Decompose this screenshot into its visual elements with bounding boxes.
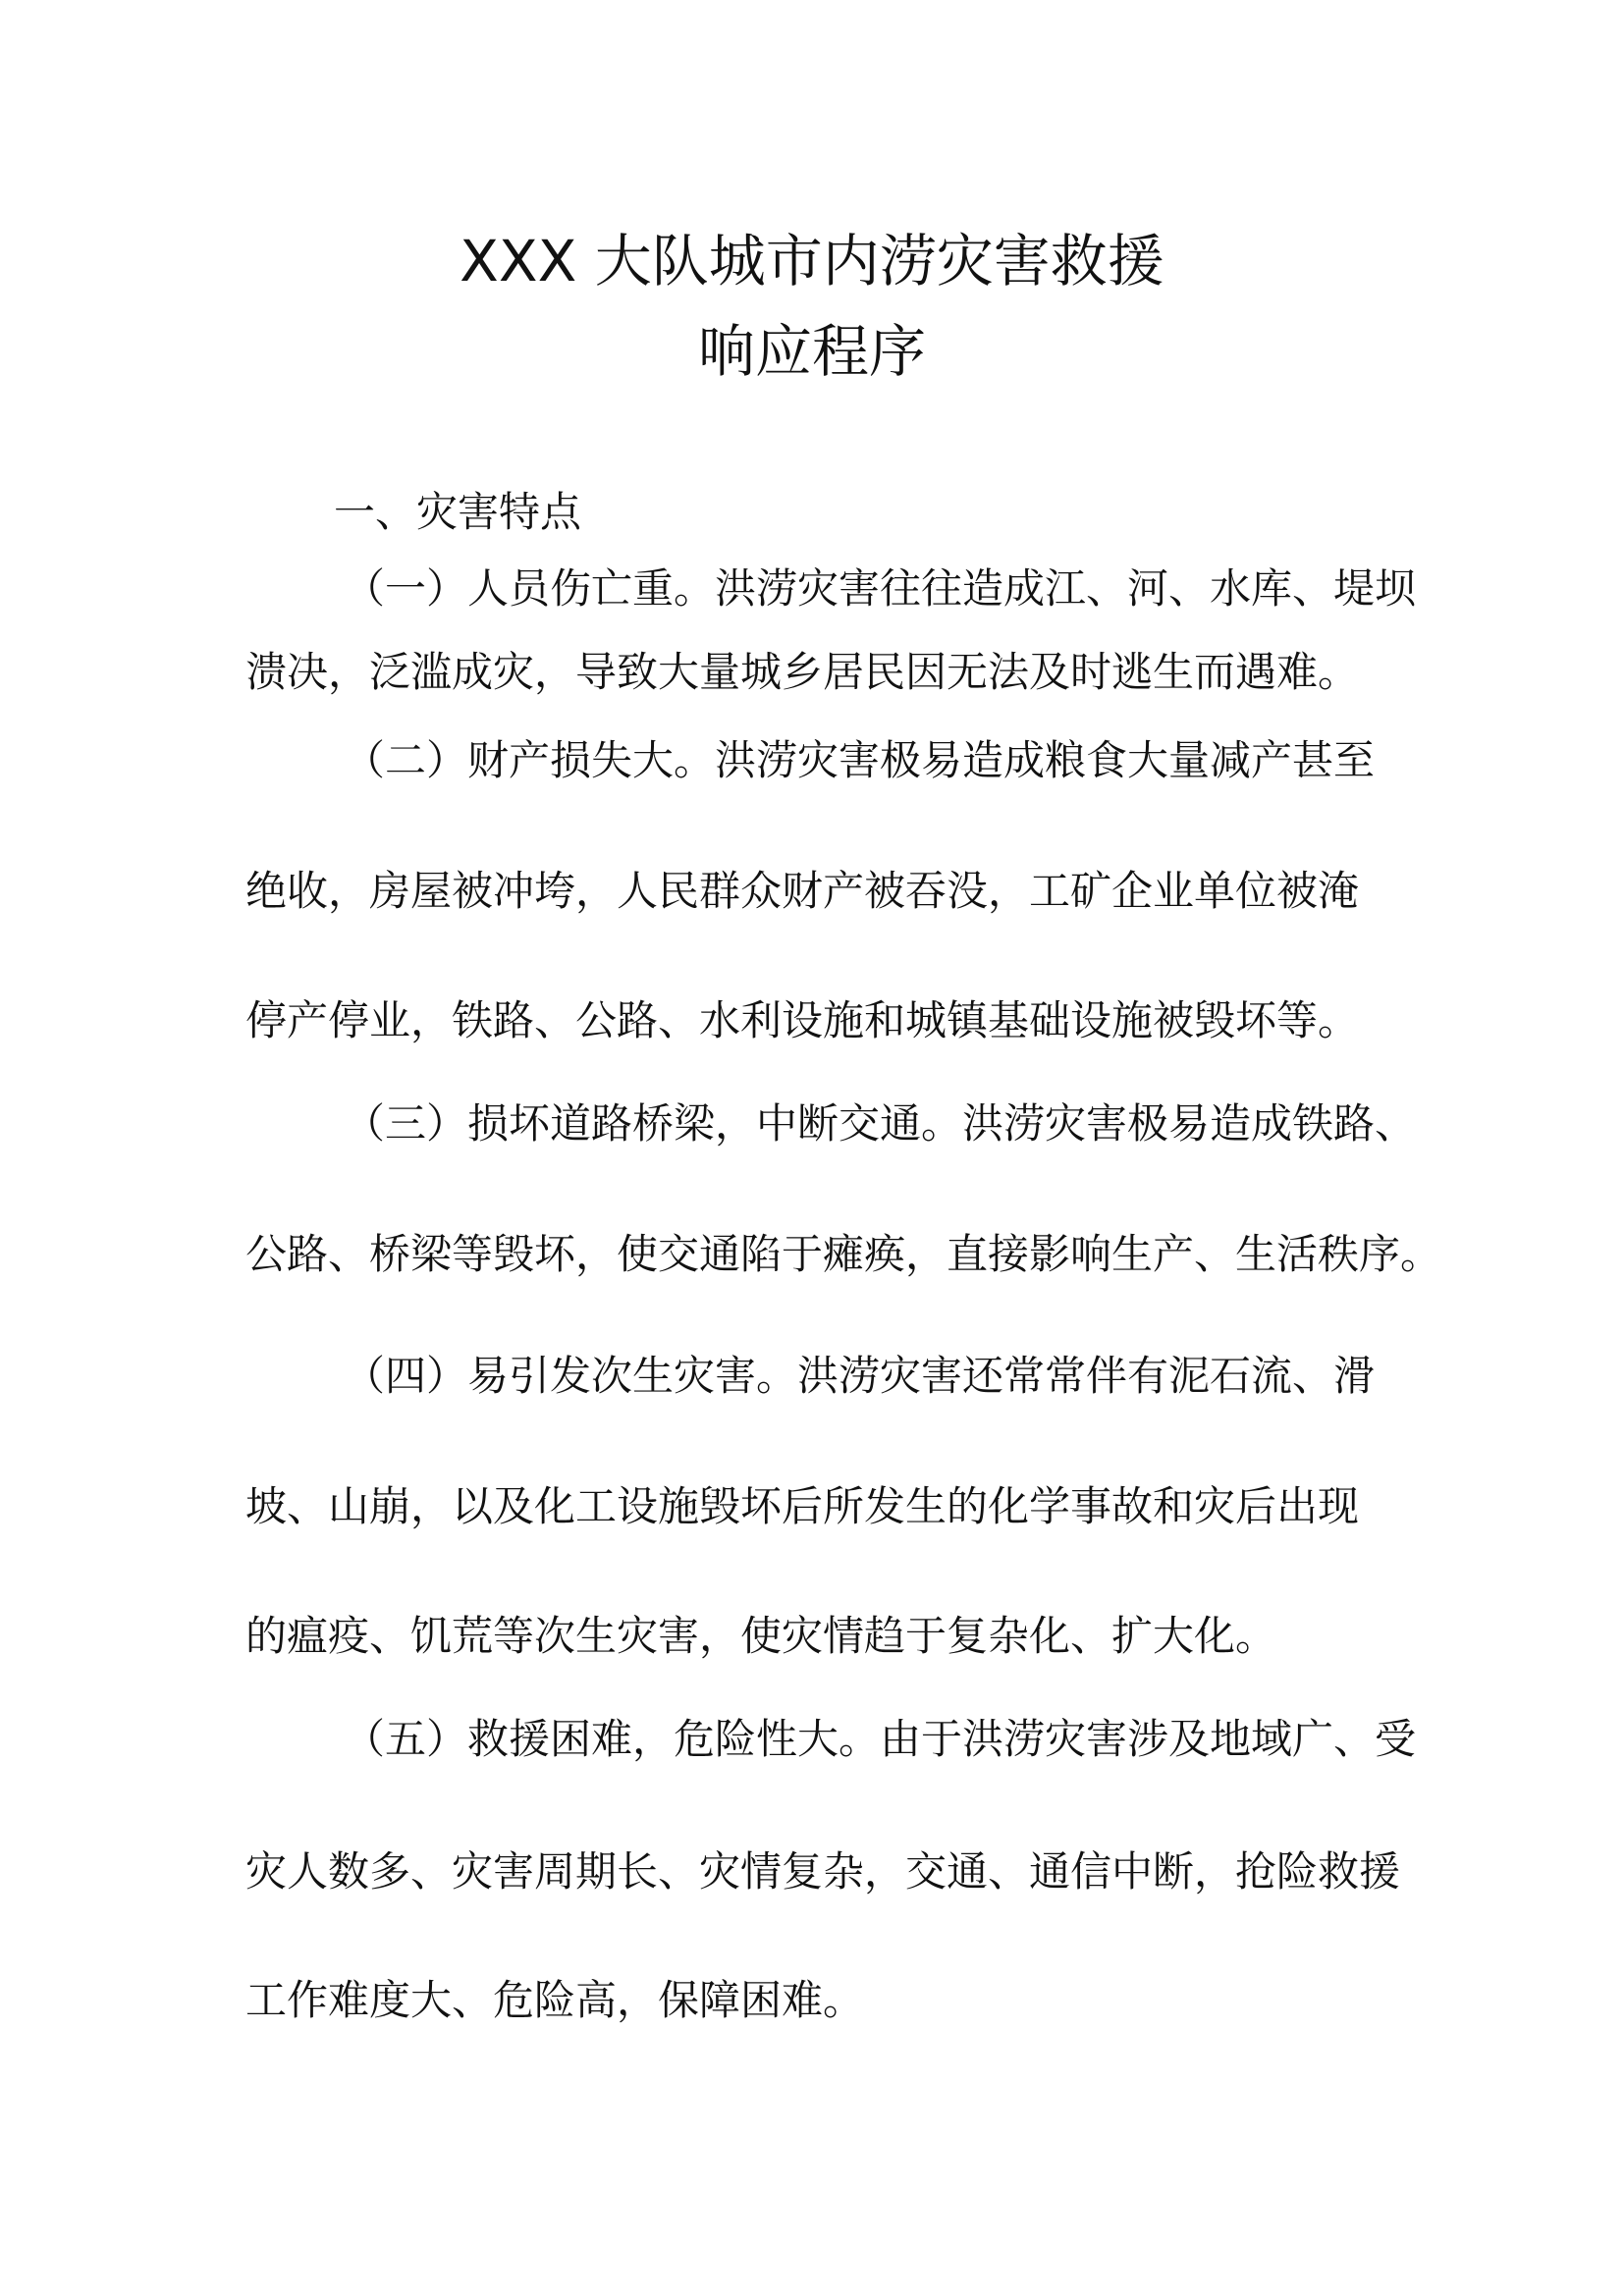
document-title-line-1: XXX 大队城市内涝灾害救援 (460, 228, 1164, 294)
document-title-line-2: 响应程序 (697, 318, 926, 385)
paragraph-3-line-2: 公路、桥梁等毁坏，使交通陷于瘫痪，直接影响生产、生活秩序。 (245, 1230, 1442, 1278)
paragraph-4-line-2: 坡、山崩，以及化工设施毁坏后所发生的化学事故和灾后出现 (245, 1482, 1360, 1530)
paragraph-5-line-1: （五）救援困难，危险性大。由于洪涝灾害涉及地域广、受 (344, 1715, 1417, 1763)
paragraph-4-line-3: 的瘟疫、饥荒等次生灾害，使灾情趋于复杂化、扩大化。 (245, 1612, 1277, 1660)
paragraph-1-line-1: （一）人员伤亡重。洪涝灾害往往造成江、河、水库、堤坝 (344, 564, 1417, 613)
paragraph-2-line-3: 停产停业，铁路、公路、水利设施和城镇基础设施被毁坏等。 (245, 996, 1360, 1044)
paragraph-3-line-1: （三）损坏道路桥梁，中断交通。洪涝灾害极易造成铁路、 (344, 1099, 1417, 1148)
paragraph-4-line-1: （四）易引发次生灾害。洪涝灾害还常常伴有泥石流、滑 (344, 1352, 1376, 1400)
paragraph-2-line-1: （二）财产损失大。洪涝灾害极易造成粮食大量减产甚至 (344, 736, 1376, 784)
section-heading: 一、灾害特点 (334, 488, 582, 536)
paragraph-5-line-2: 灾人数多、灾害周期长、灾情复杂，交通、通信中断，抢险救援 (245, 1847, 1401, 1896)
paragraph-2-line-2: 绝收，房屋被冲垮，人民群众财产被吞没，工矿企业单位被淹 (245, 867, 1360, 915)
paragraph-5-line-3: 工作难度大、危险高，保障困难。 (245, 1976, 865, 2024)
paragraph-1-line-2: 溃决，泛滥成灾，导致大量城乡居民因无法及时逃生而遇难。 (245, 648, 1360, 696)
